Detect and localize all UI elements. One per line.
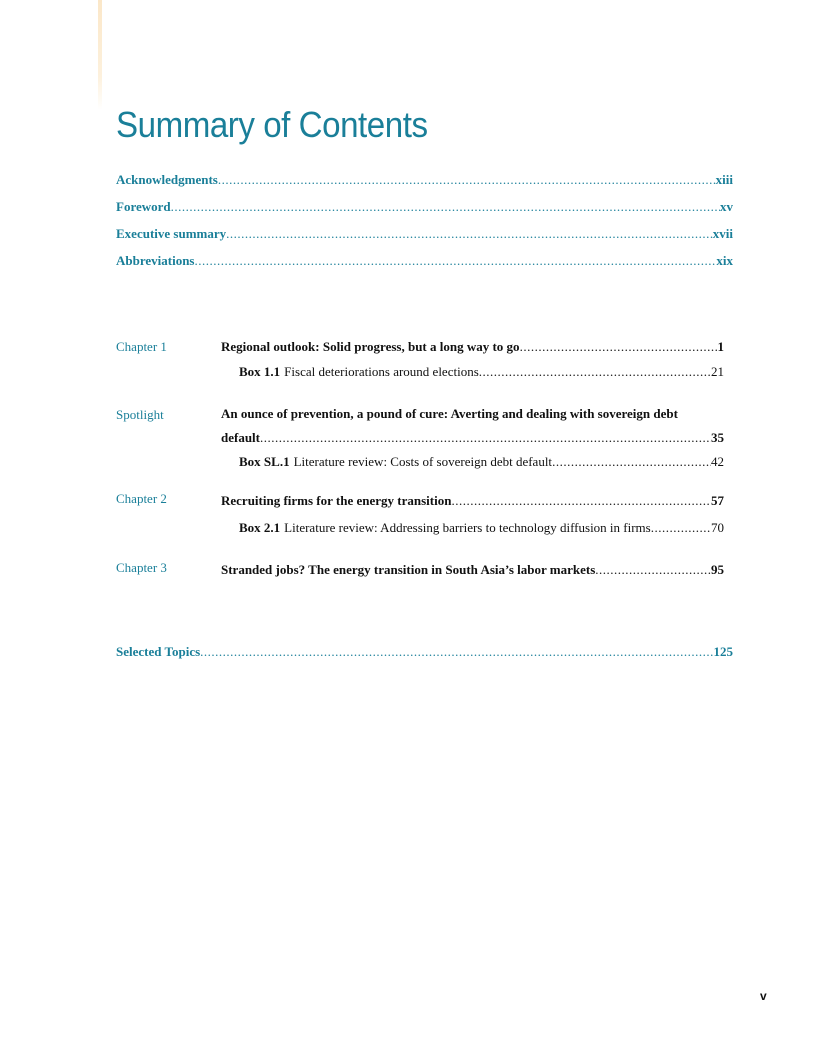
chapter-label: Chapter 3	[116, 560, 167, 575]
chapter-label: Chapter 2	[116, 491, 167, 506]
toc-entry-title: Recruiting firms for the energy transition	[221, 493, 452, 508]
box-title: Literature review: Addressing barriers to technology diffusion in firms	[284, 520, 651, 535]
toc-entry-selected-topics[interactable]	[116, 644, 733, 660]
page-title: Summary of Contents	[116, 104, 428, 145]
dot-leader	[218, 172, 716, 188]
toc-entry-acknowledgments[interactable]	[116, 172, 733, 188]
toc-entry-page: 42	[711, 454, 724, 469]
margin-accent-bar	[98, 0, 102, 110]
dot-leader	[651, 520, 711, 536]
toc-entry-page: xv	[720, 199, 733, 214]
toc-entry-executive-summary[interactable]	[116, 226, 733, 242]
toc-entry-label: Selected Topics	[116, 644, 201, 659]
toc-entry-spotlight-title[interactable]: An ounce of prevention, a pound of cure: Averting and dealing with sovereign debt	[221, 406, 678, 421]
toc-entry-page: 1	[717, 339, 724, 354]
chapter-label: Chapter 1	[116, 339, 167, 354]
box-id: Box 1.1	[239, 364, 281, 379]
toc-entry-box-sl-1[interactable]	[239, 454, 724, 470]
toc-entry-label: Acknowledgments	[116, 172, 218, 187]
dot-leader	[171, 199, 720, 215]
dot-leader	[200, 644, 713, 660]
toc-entry-page: xvii	[712, 226, 733, 241]
toc-entry-title: Regional outlook: Solid progress, but a long way to go	[221, 339, 520, 354]
dot-leader	[226, 226, 713, 242]
toc-entry-spotlight[interactable]	[221, 430, 724, 446]
toc-entry-page: 57	[711, 493, 724, 508]
toc-entry-abbreviations[interactable]	[116, 253, 733, 269]
toc-entry-label: Foreword	[116, 199, 171, 214]
toc-entry-page: xix	[716, 253, 733, 268]
toc-entry-chapter-1[interactable]	[221, 339, 724, 355]
box-title: Literature review: Costs of sovereign debt default	[293, 454, 553, 469]
toc-entry-label: Abbreviations	[116, 253, 195, 268]
box-id: Box SL.1	[239, 454, 290, 469]
toc-entry-page: 70	[711, 520, 724, 535]
dot-leader	[195, 253, 717, 269]
toc-entry-page: 95	[711, 562, 724, 577]
chapter-label: Spotlight	[116, 407, 164, 422]
toc-entry-title: default	[221, 430, 260, 445]
toc-entry-box-2-1[interactable]	[239, 520, 724, 536]
toc-entry-page: 35	[711, 430, 724, 445]
page-number: v	[760, 989, 767, 1003]
toc-entry-label: Executive summary	[116, 226, 227, 241]
toc-entry-chapter-2[interactable]	[221, 493, 724, 509]
toc-entry-page: 125	[713, 644, 733, 659]
dot-leader	[552, 454, 711, 470]
box-title: Fiscal deteriorations around elections	[284, 364, 479, 379]
dot-leader	[451, 493, 711, 509]
toc-entry-box-1-1[interactable]	[239, 364, 724, 380]
box-id: Box 2.1	[239, 520, 281, 535]
toc-entry-foreword[interactable]	[116, 199, 733, 215]
dot-leader	[479, 364, 711, 380]
dot-leader	[520, 339, 718, 355]
toc-entry-page: 21	[711, 364, 724, 379]
toc-entry-chapter-3[interactable]	[221, 562, 724, 578]
dot-leader	[595, 562, 711, 578]
toc-entry-title: Stranded jobs? The energy transition in South Asia’s labor markets	[221, 562, 596, 577]
dot-leader	[260, 430, 711, 446]
toc-entry-page: xiii	[715, 172, 733, 187]
